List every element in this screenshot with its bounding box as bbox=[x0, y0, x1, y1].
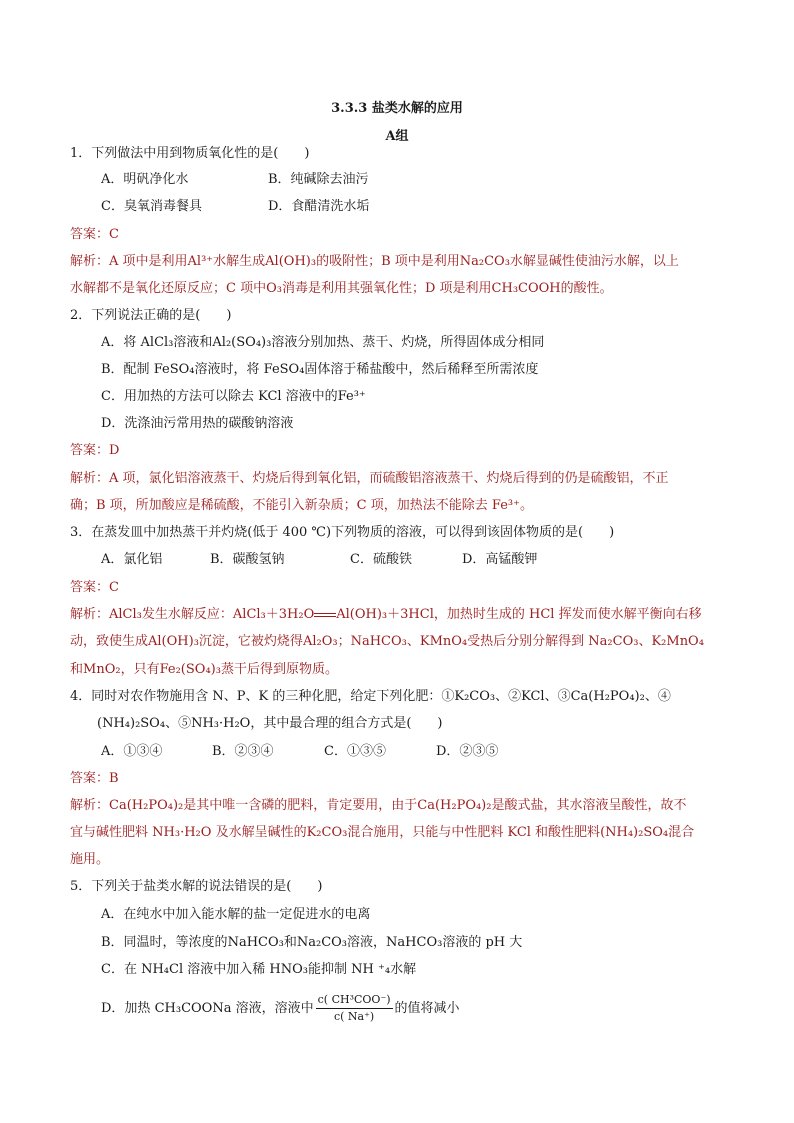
q4-stem-line2: (NH₄)₂SO₄、⑤NH₃·H₂O，其中最合理的组合方式是( ) bbox=[97, 716, 443, 731]
q3-option-c: C．硫酸铁 bbox=[350, 552, 412, 567]
q4-explanation-line3: 施用。 bbox=[70, 852, 110, 867]
q4-option-a: A．①③④ bbox=[101, 744, 163, 759]
q4-stem-line1: 4．同时对农作物施用含 N、P、K 的三种化肥，给定下列化肥：①K₂CO₃、②KCl、③Ca(H₂PO₄)₂、④ bbox=[70, 689, 671, 704]
q2-option-b: B．配制 FeSO₄溶液时，将 FeSO₄固体溶于稀盐酸中，然后稀释至所需浓度 bbox=[101, 362, 539, 377]
q3-explanation-line2: 动，致使生成Al(OH)₃沉淀，它被灼烧得Al₂O₃；NaHCO₃、KMnO₄受热后分别分解得到 Na₂CO₃、K₂MnO₄ bbox=[70, 634, 704, 649]
q3-option-d: D．高锰酸钾 bbox=[462, 552, 538, 567]
q1-option-d: D．食醋清洗水垢 bbox=[268, 199, 370, 214]
q5-option-d: D．加热 CH₃COONa 溶液，溶液中 $\frac{\text{c( CH³COO⁻)}}{c( Na^+)}$ 的值将减小 bbox=[101, 993, 460, 1023]
q3-explanation-line3: 和MnO₂，只有Fe₂(SO₄)₃蒸干后得到原物质。 bbox=[70, 662, 338, 677]
q5-stem: 5．下列关于盐类水解的说法错误的是( ) bbox=[70, 879, 323, 894]
q2-option-a: A．将 AlCl₃溶液和Al₂(SO₄)₃溶液分别加热、蒸干、灼烧，所得固体成分相同 bbox=[101, 335, 545, 350]
q3-explanation-line1: 解析：AlCl₃发生水解反应：AlCl₃＋3H₂O Al(OH)₃＋3HCl，加热时生成的 HCl 挥发而使水解平衡向右移 bbox=[70, 607, 702, 622]
q5-option-a: A．在纯水中加入能水解的盐一定促进水的电离 bbox=[101, 907, 371, 922]
q2-stem: 2．下列说法正确的是( ) bbox=[70, 308, 232, 323]
group-heading: A组 bbox=[385, 129, 409, 144]
q4-explanation-line2: 宜与碱性肥料 NH₃·H₂O 及水解呈碱性的K₂CO₃混合施用，只能与中性肥料 KCl 和酸性肥料(NH₄)₂SO₄混合 bbox=[70, 825, 695, 840]
q1-stem: 1．下列做法中用到物质氧化性的是( ) bbox=[70, 146, 310, 161]
concentration-ratio-fraction: $\frac{\text{c( CH³COO⁻)}}{c( Na^+)}$ bbox=[317, 993, 391, 1023]
q3-answer: 答案：C bbox=[70, 580, 119, 595]
page-title: 3.3.3 盐类水解的应用 bbox=[331, 101, 463, 116]
q4-option-d: D．②③⑤ bbox=[436, 744, 499, 759]
q2-explanation-line2: 确；B 项，所加酸应是稀硫酸，不能引入新杂质；C 项，加热法不能除去 Fe³⁺。 bbox=[70, 498, 533, 513]
q2-explanation-line1: 解析：A 项，氯化铝溶液蒸干、灼烧后得到氧化铝，而硫酸铝溶液蒸干、灼烧后得到的仍是硫酸铝，不正 bbox=[70, 471, 669, 486]
q3-stem: 3．在蒸发皿中加热蒸干并灼烧(低于 400 ℃)下列物质的溶液，可以得到该固体物质的是( ) bbox=[70, 525, 615, 540]
q1-explanation-line2: 水解都不是氧化还原反应；C 项中O₃消毒是利用其强氧化性；D 项是利用CH₃COOH的酸性。 bbox=[70, 281, 613, 296]
q1-answer: 答案：C bbox=[70, 227, 119, 242]
equilibrium-arrow-icon bbox=[314, 611, 336, 619]
q1-option-a: A．明矾净化水 bbox=[101, 172, 189, 187]
q1-option-b: B．纯碱除去油污 bbox=[268, 172, 369, 187]
q4-explanation-line1: 解析：Ca(H₂PO₄)₂是其中唯一含磷的肥料，肯定要用，由于Ca(H₂PO₄)₂是酸式盐，其水溶液呈酸性，故不 bbox=[70, 798, 687, 813]
q3-option-a: A．氯化铝 bbox=[101, 552, 163, 567]
q2-answer: 答案：D bbox=[70, 443, 120, 458]
q2-option-d: D．洗涤油污常用热的碳酸钠溶液 bbox=[101, 416, 294, 431]
q4-option-b: B．②③④ bbox=[212, 744, 274, 759]
q1-explanation-line1: 解析：A 项中是利用Al³⁺水解生成Al(OH)₃的吸附性；B 项中是利用Na₂CO₃水解显碱性使油污水解，以上 bbox=[70, 254, 679, 269]
q3-option-b: B．碳酸氢钠 bbox=[210, 552, 285, 567]
q5-option-c: C．在 NH₄Cl 溶液中加入稀 HNO₃能抑制 NH ⁺₄水解 bbox=[101, 962, 417, 977]
q4-option-c: C．①③⑤ bbox=[324, 744, 386, 759]
q1-option-c: C．臭氧消毒餐具 bbox=[101, 199, 202, 214]
q4-answer: 答案：B bbox=[70, 771, 119, 786]
q2-option-c: C．用加热的方法可以除去 KCl 溶液中的Fe³⁺ bbox=[101, 389, 366, 404]
q5-option-b: B．同温时，等浓度的NaHCO₃和Na₂CO₃溶液，NaHCO₃溶液的 pH 大 bbox=[101, 935, 523, 950]
